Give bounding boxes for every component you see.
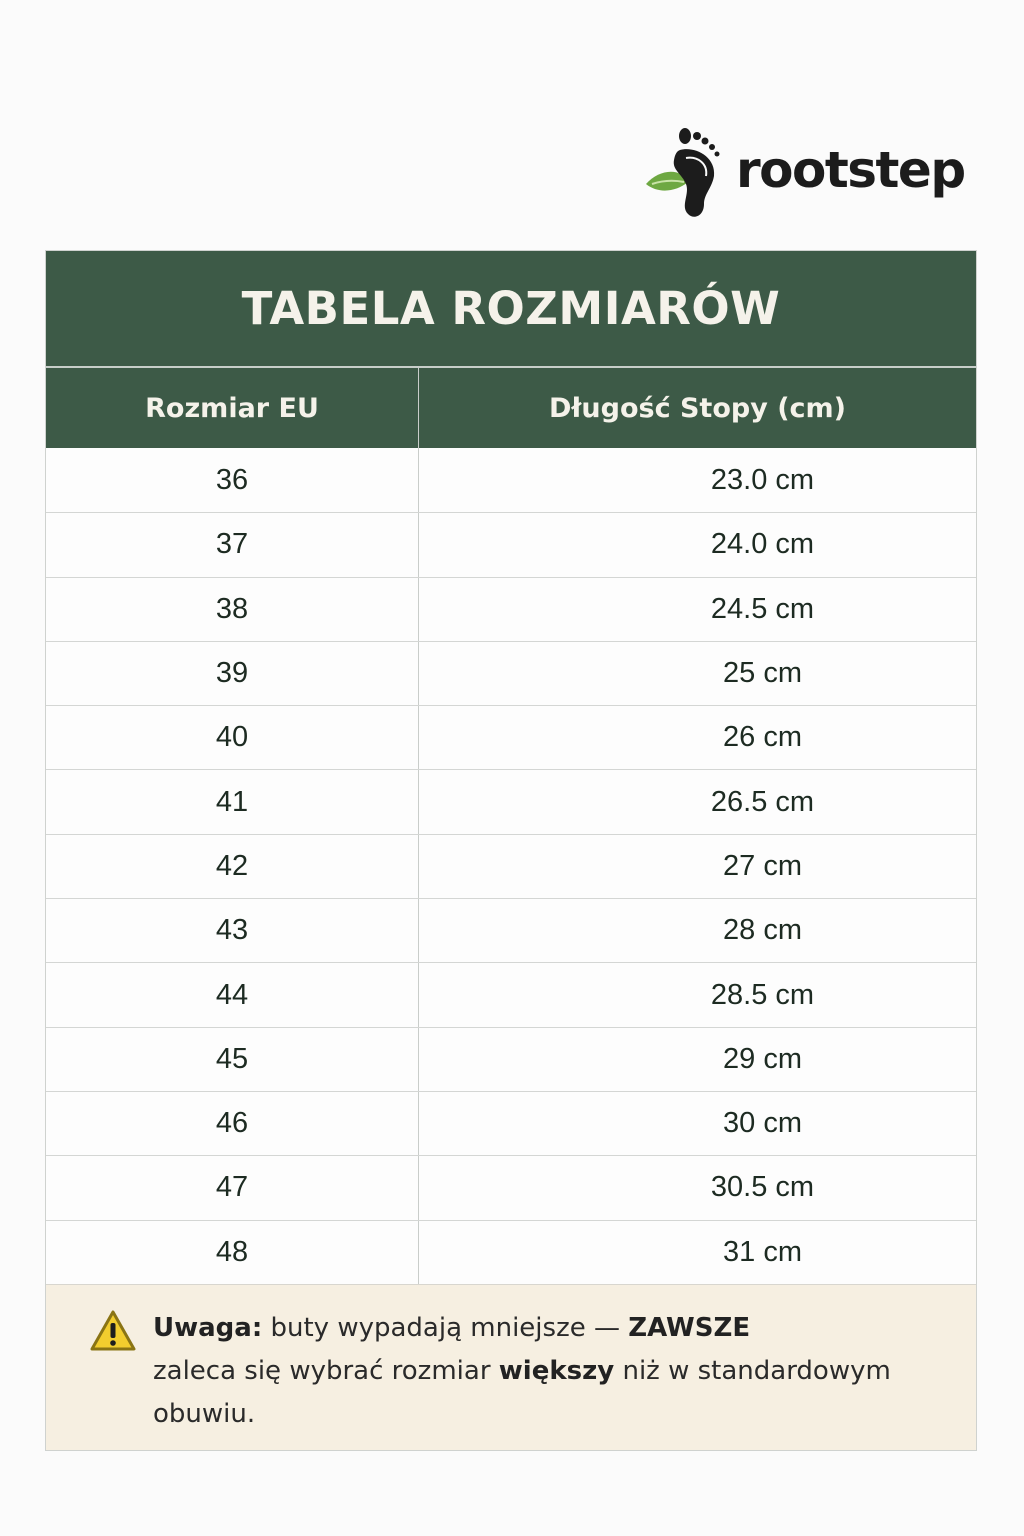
size-cell: 37 [46,513,419,576]
size-cell: 47 [46,1156,419,1219]
table-row [46,1220,976,1284]
column-header-size: Rozmiar EU [46,368,419,448]
size-cell: 44 [46,963,419,1026]
table-row [46,577,976,641]
table-row [46,769,976,833]
length-cell: 25 cm [723,657,802,690]
size-cell: 39 [46,642,419,705]
size-cell: 48 [46,1221,419,1284]
brand-logo [642,124,965,220]
table-row [46,1027,976,1091]
table-body [46,448,976,1284]
size-cell: 40 [46,706,419,769]
warning-icon [89,1309,137,1353]
length-cell: 26.5 cm [710,785,815,818]
table-row [46,641,976,705]
length-cell: 24.0 cm [710,528,815,561]
size-cell: 36 [46,448,419,512]
size-cell: 41 [46,770,419,833]
table-row [46,1155,976,1219]
size-cell: 43 [46,899,419,962]
sizing-note [46,1284,976,1450]
size-chart-table [45,250,977,1451]
brand-name: rootstep [736,141,965,199]
table-row [46,705,976,769]
length-cell: 28.5 cm [710,978,815,1011]
length-cell: 30 cm [723,1107,802,1140]
note-label: Uwaga: [153,1312,263,1343]
table-title-bar [46,251,976,368]
length-cell: 31 cm [723,1235,802,1268]
table-header-row [46,368,976,448]
size-cell: 46 [46,1092,419,1155]
length-cell: 26 cm [723,721,802,754]
note-text: Uwaga: buty wypadają mniejsze — ZAWSZE zaleca się wybrać rozmiar większy niż w standardowym obuwiu. [153,1312,891,1429]
length-cell: 27 cm [723,849,802,882]
table-row [46,898,976,962]
note-emphasis-larger: większy [498,1355,615,1386]
size-cell: 38 [46,578,419,641]
length-cell: 29 cm [723,1042,802,1075]
table-row [46,512,976,576]
foot-leaf-icon [642,124,726,220]
table-row [46,834,976,898]
length-cell: 24.5 cm [710,592,815,625]
table-row [46,448,976,512]
table-title: TABELA ROZMIARÓW [241,282,781,335]
table-row [46,962,976,1026]
note-emphasis-always: ZAWSZE [628,1312,751,1343]
table-row [46,1091,976,1155]
length-cell: 23.0 cm [710,463,815,496]
column-header-length: Długość Stopy (cm) [548,392,847,424]
size-cell: 45 [46,1028,419,1091]
length-cell: 28 cm [723,914,802,947]
size-cell: 42 [46,835,419,898]
length-cell: 30.5 cm [710,1171,815,1204]
